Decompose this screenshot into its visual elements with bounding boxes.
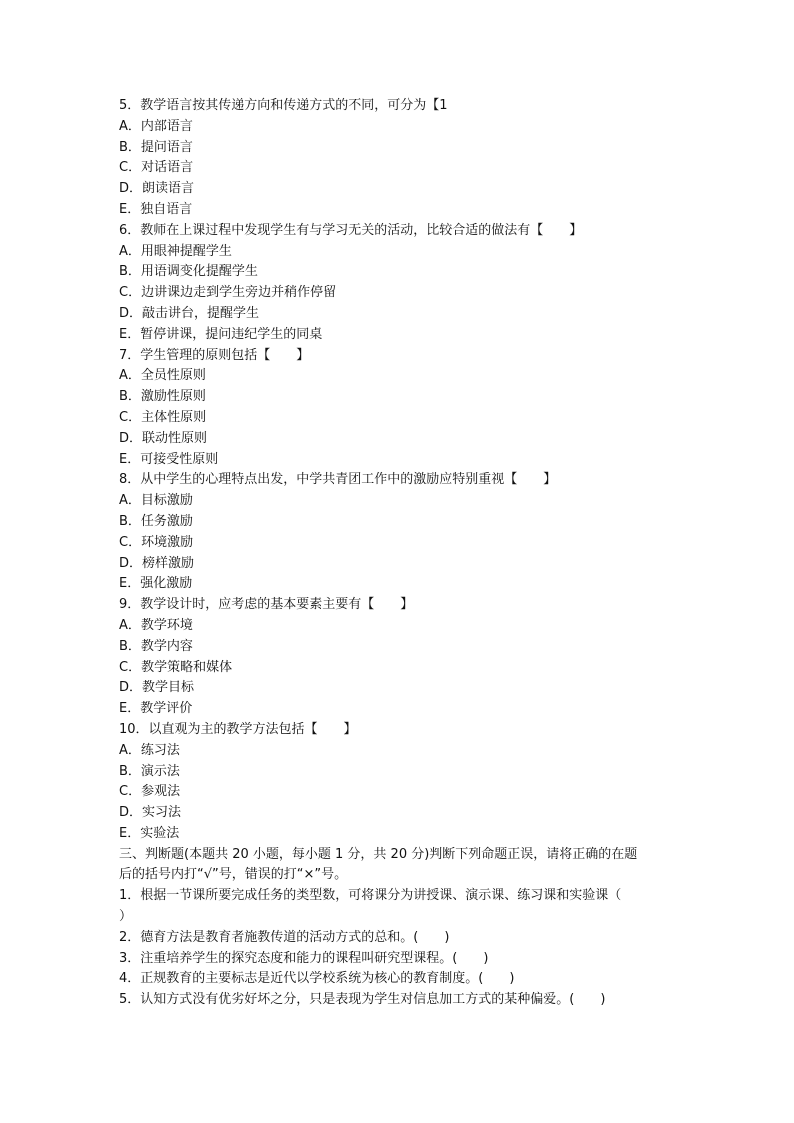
option-b: B．演示法 <box>119 763 180 779</box>
option-d: D．榜样激励 <box>119 555 195 571</box>
option-c: C．对话语言 <box>119 160 194 176</box>
option-e: E．教学评价 <box>119 701 193 717</box>
option-b: B．激励性原则 <box>119 389 206 405</box>
section-heading-continued: 后的括号内打“√”号，错误的打“×”号。 <box>119 867 348 883</box>
question-8 <box>119 470 679 595</box>
option-c: C．边讲课边走到学生旁边并稍作停留 <box>119 285 337 301</box>
option-e: E．实验法 <box>119 825 180 841</box>
option-b: B．教学内容 <box>119 638 193 654</box>
option-a: A．练习法 <box>119 742 180 758</box>
judgment-item: 4．正规教育的主要标志是近代以学校系统为核心的教育制度。( ) <box>119 971 515 987</box>
question-9 <box>119 595 679 720</box>
option-b: B．任务激励 <box>119 513 193 529</box>
option-e: E．强化激励 <box>119 576 193 592</box>
section-three <box>119 845 679 1011</box>
option-e: E．独自语言 <box>119 201 193 217</box>
question-10 <box>119 720 679 845</box>
option-a: A．教学环境 <box>119 617 193 633</box>
option-d: D．朗读语言 <box>119 181 195 197</box>
option-d: D．敲击讲台，提醒学生 <box>119 305 260 321</box>
option-a: A．用眼神提醒学生 <box>119 243 232 259</box>
question-stem: 9．教学设计时，应考虑的基本要素主要有【 】 <box>119 597 414 613</box>
option-d: D．实习法 <box>119 805 182 821</box>
option-c: C．环境激励 <box>119 534 194 550</box>
question-stem: 8．从中学生的心理特点出发，中学共青团工作中的激励应特别重视【 】 <box>119 472 557 488</box>
option-e: E．可接受性原则 <box>119 451 219 467</box>
judgment-item: 2．德育方法是教育者施教传道的活动方式的总和。( ) <box>119 929 450 945</box>
question-stem: 10．以直观为主的教学方法包括【 】 <box>119 721 357 737</box>
option-a: A．内部语言 <box>119 118 193 134</box>
option-d: D．联动性原则 <box>119 430 208 446</box>
option-b: B．用语调变化提醒学生 <box>119 264 258 280</box>
option-c: C．主体性原则 <box>119 409 207 425</box>
question-7 <box>119 346 679 471</box>
question-6 <box>119 221 679 346</box>
document-page <box>119 96 679 1011</box>
option-a: A．全员性原则 <box>119 368 206 384</box>
question-stem: 6．教师在上课过程中发现学生有与学习无关的活动，比较合适的做法有【 】 <box>119 222 583 238</box>
option-d: D．教学目标 <box>119 680 195 696</box>
option-c: C．教学策略和媒体 <box>119 659 233 675</box>
question-stem: 5．教学语言按其传递方向和传递方式的不同，可分为【1 <box>119 98 448 113</box>
judgment-item: 5．认知方式没有优劣好坏之分，只是表现为学生对信息加工方式的某种偏爱。( ) <box>119 992 606 1008</box>
judgment-item: 3．注重培养学生的探究态度和能力的课程叫研究型课程。( ) <box>119 950 489 966</box>
option-e: E．暂停讲课，提问违纪学生的同桌 <box>119 326 323 342</box>
judgment-item: 1．根据一节课所要完成任务的类型数，可将课分为讲授课、演示课、练习课和实验课（ <box>119 888 622 904</box>
question-stem: 7．学生管理的原则包括【 】 <box>119 347 310 363</box>
option-c: C．参观法 <box>119 784 181 800</box>
question-5 <box>119 96 679 221</box>
judgment-item-continued: ） <box>119 909 133 925</box>
option-b: B．提问语言 <box>119 139 193 155</box>
option-a: A．目标激励 <box>119 493 193 509</box>
section-heading: 三、判断题(本题共 20 小题，每小题 1 分，共 20 分)判断下列命题正误，请将正确的在题 <box>119 846 638 862</box>
